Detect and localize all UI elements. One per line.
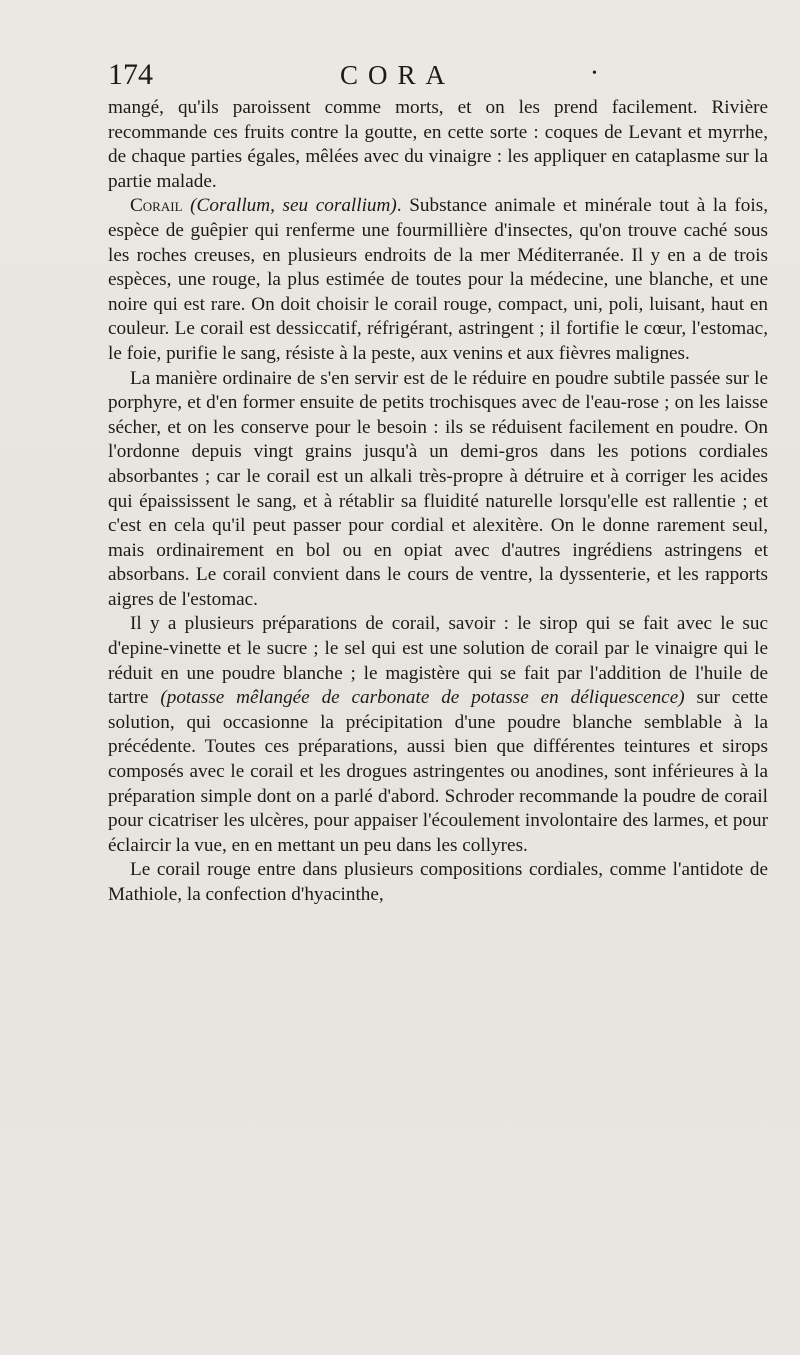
entry-term: Corail xyxy=(130,195,183,217)
page-header xyxy=(108,58,688,98)
running-title: CORA xyxy=(340,60,456,90)
body-text xyxy=(108,96,768,908)
page-number: 174 xyxy=(108,58,153,91)
italic-gloss: (potasse mêlangée de carbonate de potasse en déliquescence) xyxy=(160,687,685,709)
paragraph-compositions: Le corail rouge entre dans plusieurs compositions cordiales, comme l'antidote de Mathiole, la confection d'hyacinthe, xyxy=(108,859,768,905)
paragraph-corail-entry xyxy=(108,194,768,366)
header-ornament: • xyxy=(592,66,597,81)
paragraph-usage: La manière ordinaire de s'en servir est de le réduire en poudre subtile passée sur le porphyre, et d'en former ensuite de petits trochisques avec de l'eau-rose ; on les laisse sécher, et on les conserve pour le besoin : ils se réduisent facilement en poudre. On l'ordonne depuis vingt grains jusqu'à un demi-gros dans les potions cordiales absorbantes ; car le corail est un alkali très-propre à détruire et à corriger les acides qui épaississent le sang, et à rétablir sa fluidité naturelle lorsqu'elle est rallentie ; et c'est en cela qu'il peut passer pour cordial et alexitère. On le donne rarement seul, mais ordinairement en bol ou en opiat avec d'autres ingrédiens astringens et absorbans. Le corail convient dans le cours de ventre, la dyssenterie, et les rapports aigres de l'estomac. xyxy=(108,367,768,610)
paragraph-preparations: Il y a plusieurs préparations de corail, savoir : le sirop qui se fait avec le suc d'epine-vinette et le sucre ; le sel qui est une solution de corail par le vinaigre qui le réduit en une poudre blanche ; le magistère qui se fait par l'addition de l'huile de tartre (potasse mêlangée de carbonate de potasse en déliquescence) sur cette solution, qui occasionne la précipitation d'une poudre blanche semblable à la précédente. Toutes ces préparations, aussi bien que différentes teintures et sirops composés avec le corail et les drogues astringentes ou anodines, sont inférieures à la préparation simple dont on a parlé d'abord. Schroder recommande la poudre de corail pour cicatriser les ulcères, pour appaiser l'écoulement involontaire des larmes, et pour éclaircir la vue, en en mettant un peu dans les collyres. xyxy=(108,613,769,856)
entry-latin-name: (Corallum, seu corallium) xyxy=(190,195,397,217)
entry-definition: . Substance animale et minérale tout à la fois, espèce de guêpier qui renferme une fourmillière d'insectes, qu'on trouve caché sous les roches creuses, en plusieurs endroits de la mer Méditerranée. Il y en a de trois espèces, une rouge, la plus estimée de toutes pour la médecine, une blanche, et une noire qui est rare. On doit choisir le corail rouge, compact, uni, poli, luisant, haut en couleur. Le corail est dessiccatif, réfrigérant, astringent ; il fortifie le cœur, l'estomac, le foie, purifie le sang, résiste à la peste, aux venins et aux fièvres malignes. xyxy=(108,195,768,364)
paragraph-continuation: mangé, qu'ils paroissent comme morts, et on les prend facilement. Rivière recommande ces fruits contre la goutte, en cette sorte : coques de Levant et myrrhe, de chaque parties égales, mêlées avec du vinaigre : les appliquer en cataplasme sur la partie malade. xyxy=(108,97,768,192)
